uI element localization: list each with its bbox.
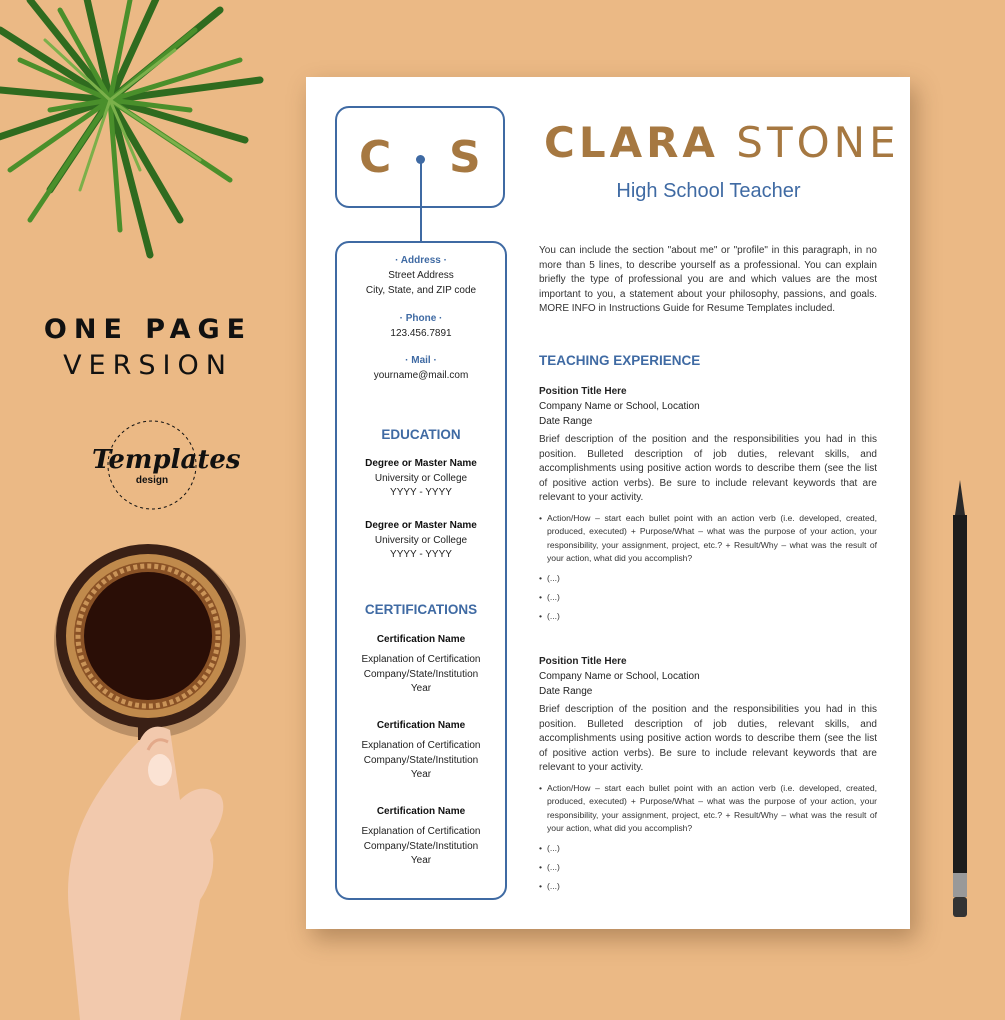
monogram-last: S [449,132,481,183]
first-name: CLARA [544,118,719,167]
job-bullet-more: • (...) [539,880,877,893]
job-bullet-more: • (...) [539,572,877,585]
job-title: Position Title Here [539,386,627,397]
certification-org: Company/State/Institution [363,841,479,852]
job-entry [539,654,877,893]
education-heading: EDUCATION [381,427,461,442]
job-bullet: • Action/How – start each bullet point with an action verb (i.e. developed, created, produced, executed) + Purpose/What – what was the purpose of your action, your responsibility, your assignment, project, etc.? + Result/Why – what was the result of your action, what did you accomplish? [539,782,877,836]
mail-label: · Mail · [405,355,437,366]
phone-label: · Phone · [399,313,443,324]
hand-decoration [60,700,260,1020]
certification-name: Certification Name [376,806,466,817]
resume-role: High School Teacher [616,180,801,202]
job-company: Company Name or School, Location [539,671,700,682]
pencil-decoration [940,475,980,935]
address-label: · Address · [395,255,447,266]
job-bullet-more: • (...) [539,861,877,874]
job-bullet: • Action/How – start each bullet point with an action verb (i.e. developed, created, produced, executed) + Purpose/What – what was the purpose of your action, your responsibility, your assignment, project, etc.? + Result/Why – what was the result of your action, what did you accomplish? [539,512,877,566]
phone-value: 123.456.7891 [390,328,452,339]
monogram-first: C [359,132,392,183]
logo-sub: design [135,475,169,486]
job-bullet-more: • (...) [539,591,877,604]
education-school: University or College [374,535,468,546]
certification-org: Company/State/Institution [363,669,479,680]
education-years: YYYY - YYYY [390,549,452,560]
sidebar-frame [335,241,507,900]
job-description: Brief description of the position and the responsibilities you had in this position. Bulleted description of job duties, relevant skills, and accomplishments using positive action words to describe them (see the list of positive action verbs). Be sure to include relevant keywords that are relevant to your activity. [539,704,877,774]
certification-explanation: Explanation of Certification [361,826,481,837]
address-line-2: City, State, and ZIP code [365,285,477,296]
certification-name: Certification Name [376,720,466,731]
job-title: Position Title Here [539,656,627,667]
education-school: University or College [374,473,468,484]
templates-design-logo [92,415,241,515]
certification-name: Certification Name [376,634,466,645]
job-description: Brief description of the position and the responsibilities you had in this position. Bulleted description of job duties, relevant skills, and accomplishments using positive action words to describe them (see the list of positive action verbs). Be sure to include relevant keywords that are relevant to your activity. [539,434,877,504]
resume-name [544,118,900,167]
job-company: Company Name or School, Location [539,401,700,412]
certification-explanation: Explanation of Certification [361,740,481,751]
certification-org: Company/State/Institution [363,755,479,766]
certification-year: Year [410,683,432,694]
caption-line-2: VERSION [63,350,233,381]
one-page-version-caption [28,312,268,384]
certification-explanation: Explanation of Certification [361,654,481,665]
certifications-heading: CERTIFICATIONS [364,602,478,617]
address-line-1: Street Address [388,270,454,281]
education-years: YYYY - YYYY [390,487,452,498]
logo-script: Templates [92,445,241,475]
monogram-connector [420,160,423,242]
plant-decoration [0,0,280,280]
certification-year: Year [410,855,432,866]
job-bullet-more: • (...) [539,842,877,855]
job-date: Date Range [539,686,593,697]
about-paragraph: You can include the section "about me" or "profile" in this paragraph, in no more than 5 lines, to describe yourself as a professional. You can explain briefly the type of professional you are and which values are the most important to you, a statement about your philosophy, passions, and goals. MORE INFO in Instructions Guide for Resume Templates included. [539,245,877,315]
mail-value: yourname@mail.com [373,370,469,381]
caption-line-1: ONE PAGE [43,314,253,345]
job-entry [539,384,877,623]
education-degree: Degree or Master Name [365,520,477,531]
education-degree: Degree or Master Name [365,458,477,469]
experience-heading: TEACHING EXPERIENCE [539,353,701,368]
certification-year: Year [410,769,432,780]
job-bullet-more: • (...) [539,610,877,623]
last-name: STONE [736,118,900,167]
job-date: Date Range [539,416,593,427]
